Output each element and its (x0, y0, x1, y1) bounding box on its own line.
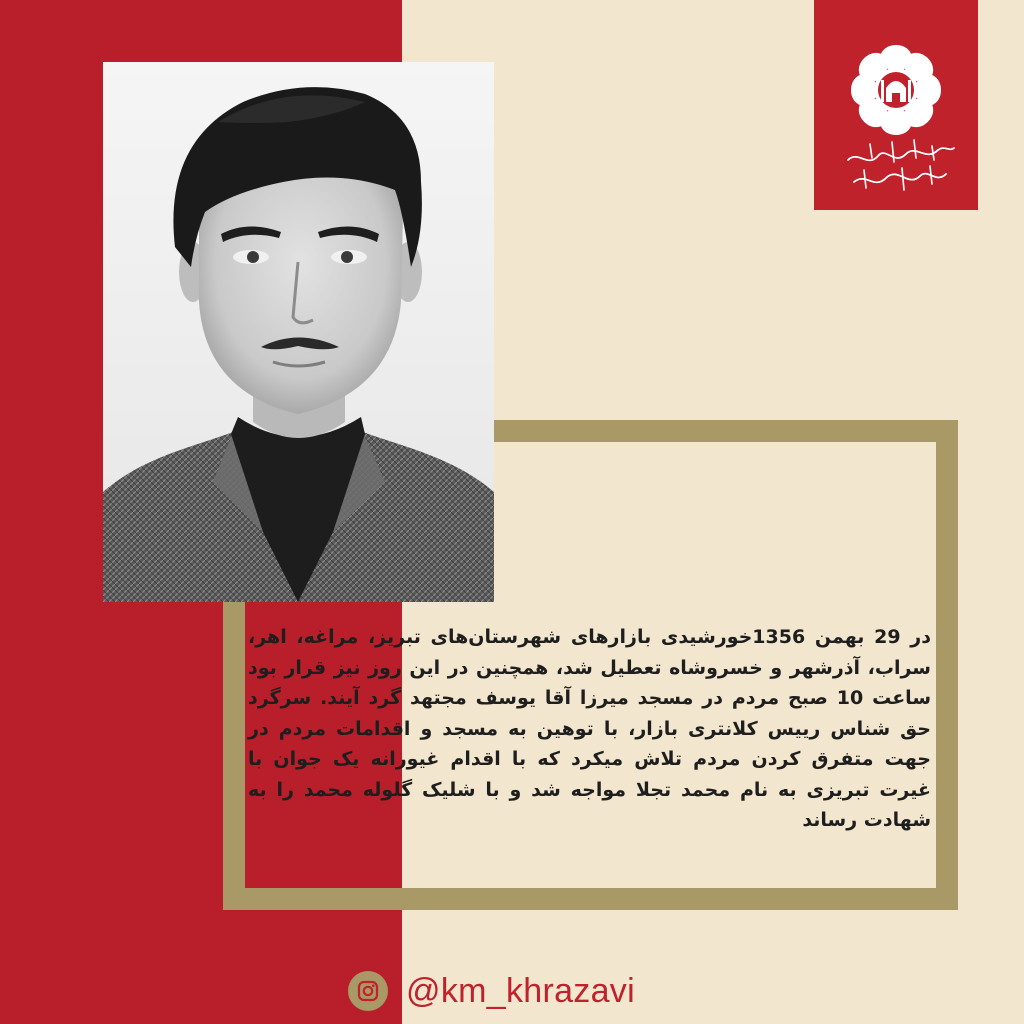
body-text: در 29 بهمن 1356خورشیدی بازارهای شهرستان‌های تبریز، مراغه، اهر، سراب، آذرشهر و خسروشاه تعطیل شد، همچنین در این روز نیز قرار بود ساعت 10 صبح مردم در مسجد میرزا آقا یوسف مجتهد گرد آیند. سرگرد حق شناس رییس کلانتری بازار، با توهین به مسجد و اقدامات مردم در جهت متفرق کردن مردم تلاش میکرد که با اقدام غیورانه یک جوان با غیرت تبریزی به نام محمد تجلا مواجه شد و با شلیک گلوله محمد را به شهادت رساند (248, 626, 931, 831)
instagram-handle-row[interactable] (348, 966, 635, 1016)
instagram-handle[interactable]: @km_khrazavi (406, 971, 635, 1010)
portrait-photo (103, 62, 494, 602)
instagram-icon[interactable] (348, 971, 388, 1011)
rosette-emblem-icon (814, 0, 978, 210)
logo (814, 0, 978, 210)
